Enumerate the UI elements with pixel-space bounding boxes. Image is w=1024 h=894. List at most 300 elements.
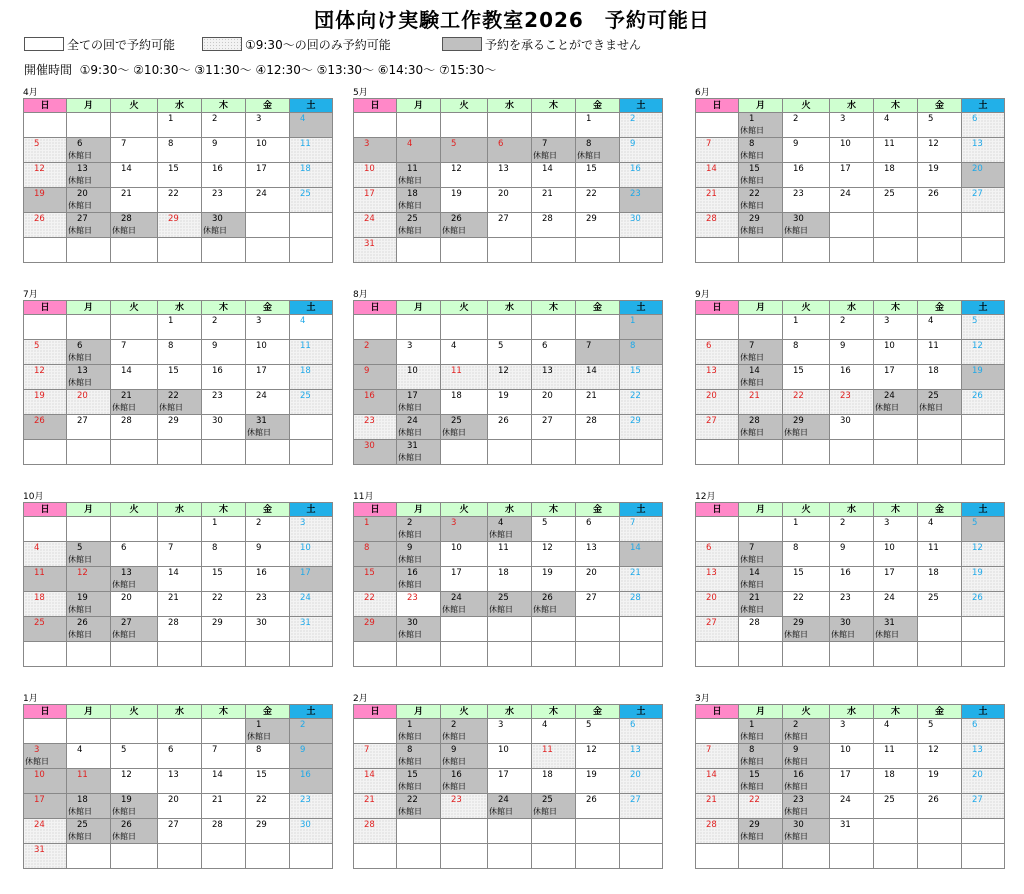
day-number: 6 [77,341,83,351]
day-cell [620,365,663,390]
empty-cell [962,213,1005,238]
day-number: 24 [498,795,509,805]
day-number: 31 [407,441,418,451]
day-number: 4 [884,114,890,124]
day-number: 26 [498,416,509,426]
closed-note: 休館日 [875,630,899,639]
day-cell [202,517,246,542]
day-number: 8 [212,543,218,553]
day-number: 1 [364,518,370,528]
closed-note: 休館日 [740,353,764,362]
day-cell [246,617,290,642]
day-number: 20 [706,593,717,603]
weekday-header: 月 [397,99,441,113]
day-cell [532,744,576,769]
empty-cell [67,719,111,744]
day-number: 3 [256,114,262,124]
day-cell [696,138,739,163]
empty-cell [739,844,783,869]
day-cell [488,365,532,390]
day-cell [696,744,739,769]
empty-cell [532,819,576,844]
day-cell [111,415,158,440]
empty-cell [620,617,663,642]
weekday-header: 土 [290,705,333,719]
day-number: 21 [586,391,597,401]
day-number: 5 [34,341,40,351]
day-number: 30 [212,214,223,224]
closed-note: 休館日 [398,782,422,791]
week-row [24,844,333,869]
day-cell [24,415,67,440]
day-number: 9 [256,543,262,553]
closed-note: 休館日 [203,226,227,235]
day-number: 8 [168,341,174,351]
empty-cell [290,844,333,869]
weekday-header: 金 [918,301,962,315]
empty-cell [830,238,874,263]
day-cell [24,567,67,592]
day-number: 2 [300,720,306,730]
day-number: 1 [749,720,755,730]
day-cell [620,769,663,794]
day-cell [739,340,783,365]
weekday-header: 木 [874,705,918,719]
day-cell [24,213,67,238]
day-cell [488,744,532,769]
day-cell [830,794,874,819]
closed-note: 休館日 [68,151,92,160]
day-cell [397,440,441,465]
day-cell [830,592,874,617]
day-cell [783,819,830,844]
day-cell [739,819,783,844]
day-number: 18 [884,164,895,174]
day-number: 12 [451,164,462,174]
day-number: 27 [77,214,88,224]
day-number: 19 [34,391,45,401]
empty-cell [441,642,488,667]
day-number: 25 [451,416,462,426]
day-number: 5 [972,518,978,528]
day-number: 3 [498,720,504,730]
closed-note: 休館日 [784,428,808,437]
day-number: 14 [749,366,760,376]
day-number: 3 [256,316,262,326]
weekday-header: 月 [739,503,783,517]
day-number: 19 [121,795,132,805]
day-number: 6 [168,745,174,755]
day-cell [874,163,918,188]
week-row [24,415,333,440]
day-cell [202,415,246,440]
day-cell [67,365,111,390]
day-number: 1 [586,114,592,124]
weekday-header: 日 [24,503,67,517]
day-number: 28 [706,214,717,224]
empty-cell [441,238,488,263]
day-cell [354,213,397,238]
empty-cell [111,315,158,340]
weekday-header: 日 [696,503,739,517]
week-row [354,113,663,138]
day-number: 18 [498,568,509,578]
day-number: 26 [121,820,132,830]
empty-cell [441,819,488,844]
day-cell [576,113,620,138]
day-number: 11 [542,745,553,755]
month-label: 10月 [23,492,44,502]
day-number: 22 [586,189,597,199]
day-cell [576,138,620,163]
day-number: 14 [749,568,760,578]
day-number: 3 [34,745,40,755]
closed-note: 休館日 [398,403,422,412]
empty-cell [202,719,246,744]
day-cell [696,365,739,390]
month-label: 3月 [695,694,710,704]
legend-unavailable [442,36,641,52]
day-number: 22 [364,593,375,603]
day-number: 15 [586,164,597,174]
day-cell [830,365,874,390]
hours-line [24,61,496,78]
day-cell [202,315,246,340]
day-number: 9 [300,745,306,755]
day-number: 2 [630,114,636,124]
week-row [696,769,1005,794]
closed-note: 休館日 [740,732,764,741]
weekday-header: 木 [874,503,918,517]
day-cell [246,390,290,415]
empty-cell [739,440,783,465]
day-number: 5 [77,543,83,553]
day-cell [24,365,67,390]
weekday-header: 金 [246,99,290,113]
day-number: 27 [586,593,597,603]
day-number: 28 [364,820,375,830]
day-cell [918,390,962,415]
day-number: 13 [972,139,983,149]
empty-cell [918,819,962,844]
day-number: 20 [586,568,597,578]
week-row [354,794,663,819]
month-label: 5月 [353,88,368,98]
day-number: 23 [451,795,462,805]
day-number: 25 [884,189,895,199]
empty-cell [111,719,158,744]
day-number: 6 [630,720,636,730]
day-cell [246,517,290,542]
day-number: 6 [542,341,548,351]
day-cell [290,567,333,592]
day-cell [354,567,397,592]
day-cell [246,542,290,567]
weekday-header: 火 [111,99,158,113]
day-cell [532,340,576,365]
weekday-header: 月 [67,503,111,517]
empty-cell [290,213,333,238]
day-cell [874,365,918,390]
day-number: 29 [586,214,597,224]
empty-cell [354,315,397,340]
day-cell [111,365,158,390]
weekday-header: 日 [354,705,397,719]
day-number: 3 [884,316,890,326]
day-cell [441,213,488,238]
week-row [354,415,663,440]
day-cell [67,188,111,213]
day-number: 21 [212,795,223,805]
day-number: 6 [706,341,712,351]
day-cell [441,138,488,163]
closed-note: 休館日 [398,555,422,564]
week-row [696,440,1005,465]
day-cell [354,238,397,263]
day-number: 3 [451,518,457,528]
week-row [696,415,1005,440]
day-number: 11 [884,745,895,755]
day-cell [67,819,111,844]
day-number: 1 [212,518,218,528]
weekday-header: 日 [24,301,67,315]
empty-cell [918,213,962,238]
day-number: 15 [407,770,418,780]
day-cell [67,617,111,642]
day-number: 9 [840,543,846,553]
day-cell [532,719,576,744]
day-number: 14 [212,770,223,780]
day-cell [696,617,739,642]
day-number: 18 [451,391,462,401]
day-number: 20 [77,391,88,401]
day-cell [24,163,67,188]
day-number: 22 [749,795,760,805]
day-number: 19 [928,770,939,780]
week-row [24,592,333,617]
empty-cell [158,719,202,744]
day-cell [67,592,111,617]
day-number: 7 [542,139,548,149]
day-number: 22 [749,189,760,199]
day-cell [246,340,290,365]
day-number: 21 [168,593,179,603]
weekday-header: 土 [620,99,663,113]
empty-cell [696,315,739,340]
day-cell [783,415,830,440]
day-number: 31 [256,416,267,426]
legend-first-only [202,36,391,52]
week-row [354,163,663,188]
day-number: 18 [300,366,311,376]
day-cell [202,390,246,415]
day-number: 4 [928,316,934,326]
day-number: 26 [972,391,983,401]
day-cell [158,567,202,592]
day-number: 6 [498,139,504,149]
closed-note: 休館日 [398,428,422,437]
empty-cell [696,844,739,869]
day-number: 1 [793,316,799,326]
day-cell [620,138,663,163]
week-row [24,819,333,844]
empty-cell [962,440,1005,465]
day-number: 9 [212,139,218,149]
day-number: 23 [793,795,804,805]
closed-note: 休館日 [740,201,764,210]
week-row [24,188,333,213]
week-row [24,390,333,415]
day-cell [441,794,488,819]
day-number: 7 [121,139,127,149]
day-number: 26 [34,214,45,224]
day-number: 23 [300,795,311,805]
day-cell [290,769,333,794]
day-cell [111,744,158,769]
empty-cell [830,642,874,667]
day-cell [354,744,397,769]
closed-note: 休館日 [740,555,764,564]
day-number: 10 [300,543,311,553]
day-cell [111,163,158,188]
day-number: 10 [451,543,462,553]
day-number: 13 [542,366,553,376]
day-cell [576,719,620,744]
day-number: 12 [972,341,983,351]
day-number: 26 [77,618,88,628]
day-number: 8 [407,745,413,755]
day-cell [67,213,111,238]
day-number: 29 [793,618,804,628]
day-number: 9 [793,745,799,755]
empty-cell [354,642,397,667]
day-number: 18 [34,593,45,603]
day-number: 9 [630,139,636,149]
closed-note: 休館日 [740,126,764,135]
day-number: 23 [840,593,851,603]
day-cell [830,163,874,188]
day-cell [290,138,333,163]
legend-swatch-white [24,37,64,51]
day-cell [246,719,290,744]
day-number: 28 [749,416,760,426]
week-row [696,517,1005,542]
empty-cell [24,517,67,542]
day-cell [158,769,202,794]
day-number: 28 [168,618,179,628]
day-number: 14 [168,568,179,578]
day-cell [739,592,783,617]
day-number: 5 [928,720,934,730]
day-cell [830,138,874,163]
day-cell [620,163,663,188]
day-number: 12 [498,366,509,376]
day-number: 16 [793,770,804,780]
day-cell [830,819,874,844]
day-cell [158,113,202,138]
week-row [24,340,333,365]
day-number: 1 [407,720,413,730]
day-cell [202,819,246,844]
day-number: 25 [300,391,311,401]
day-cell [874,542,918,567]
day-number: 25 [77,820,88,830]
day-number: 18 [884,770,895,780]
empty-cell [488,844,532,869]
empty-cell [576,238,620,263]
week-row [354,213,663,238]
day-number: 30 [793,820,804,830]
weekday-header: 木 [532,705,576,719]
empty-cell [918,440,962,465]
day-cell [739,769,783,794]
weekday-header: 金 [576,503,620,517]
weekday-header: 木 [532,99,576,113]
day-number: 12 [928,139,939,149]
weekday-header: 木 [202,301,246,315]
empty-cell [158,440,202,465]
empty-cell [532,642,576,667]
day-number: 14 [364,770,375,780]
day-cell [696,340,739,365]
day-cell [397,340,441,365]
empty-cell [397,844,441,869]
day-cell [202,542,246,567]
day-cell [874,113,918,138]
weekday-header: 火 [441,705,488,719]
day-cell [290,819,333,844]
week-row [696,113,1005,138]
closed-note: 休館日 [784,782,808,791]
day-cell [354,415,397,440]
day-cell [67,744,111,769]
day-cell [158,213,202,238]
week-row [696,238,1005,263]
empty-cell [488,440,532,465]
day-cell [354,542,397,567]
day-number: 12 [542,543,553,553]
empty-cell [739,315,783,340]
day-number: 4 [928,518,934,528]
day-number: 24 [840,189,851,199]
weekday-header: 金 [246,301,290,315]
day-cell [696,163,739,188]
closed-note: 休館日 [68,201,92,210]
day-number: 21 [121,189,132,199]
day-cell [397,542,441,567]
day-number: 13 [706,568,717,578]
day-cell [158,315,202,340]
hours-label: 開催時間 [24,63,73,77]
week-row [696,719,1005,744]
day-cell [918,794,962,819]
closed-note: 休館日 [112,403,136,412]
day-cell [202,163,246,188]
day-number: 17 [498,770,509,780]
day-number: 21 [630,568,641,578]
week-row [354,138,663,163]
month-label: 12月 [695,492,716,502]
day-number: 14 [706,770,717,780]
closed-note: 休館日 [25,757,49,766]
weekday-header: 土 [962,301,1005,315]
empty-cell [962,617,1005,642]
day-number: 9 [212,341,218,351]
day-number: 27 [630,795,641,805]
weekday-header: 土 [290,301,333,315]
day-cell [290,188,333,213]
day-cell [24,744,67,769]
